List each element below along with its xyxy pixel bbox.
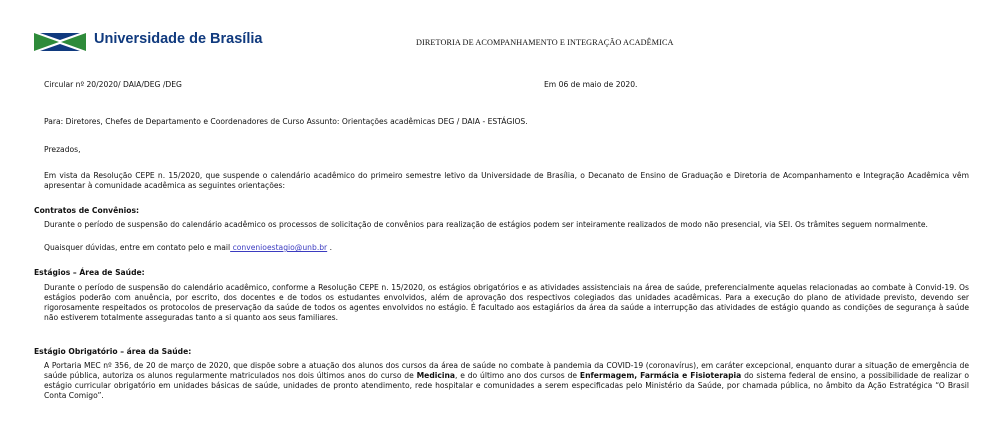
university-name: Universidade de Brasília xyxy=(94,31,263,47)
memo-greeting: Prezados, xyxy=(44,145,81,154)
obrigatorio-text-3: do sistema federal de ensino, a possibilidade de realizar o estágio curricular obrigatório em unidades básicas de saúde, unidades de pronto atendimento, rede hospitalar e comunidades a serem especificadas pelo Ministério da Saúde, por chamada pública, no âmbito da Ação Estratégica “O Brasil Conta Comigo”. xyxy=(44,371,969,400)
obrigatorio-cursos: Enfermagem, Farmácia e Fisioterapia xyxy=(579,371,742,380)
unb-logo-icon xyxy=(34,33,86,51)
section-title-saude: Estágios – Área de Saúde: xyxy=(34,268,145,277)
contact-suffix: . xyxy=(327,243,332,252)
directorate-title: DIRETORIA DE ACOMPANHAMENTO E INTEGRAÇÃO ACADÊMICA xyxy=(416,38,674,47)
section-body-convenios: Durante o período de suspensão do calendário acadêmico os processos de solicitação de convênios para realização de estágios podem ser inteiramente realizados de modo não presencial, via SEI. Os trâmites seguem normalmente. xyxy=(44,220,928,229)
section-title-convenios: Contratos de Convênios: xyxy=(34,206,140,215)
contact-email-link[interactable]: convenioestagio@unb.br xyxy=(230,243,328,252)
obrigatorio-text-2: , e do último ano dos cursos de xyxy=(455,371,580,380)
memo-recipients: Para: Diretores, Chefes de Departamento e Coordenadores de Curso Assunto: Orientações acadêmicas DEG / DAIA - ESTÁGIOS. xyxy=(44,117,528,126)
circular-number: Circular nº 20/2020/ DAIA/DEG /DEG xyxy=(44,80,182,89)
contact-line xyxy=(44,243,332,253)
memo-intro: Em vista da Resolução CEPE n. 15/2020, que suspende o calendário acadêmico do primeiro semestre letivo da Universidade de Brasília, o Decanato de Ensino de Graduação e Diretoria de Acompanhamento e Integração Acadêmica vêm apresentar à comunidade acadêmica as seguintes orientações: xyxy=(44,171,969,190)
section-body-saude: Durante o período de suspensão do calendário acadêmico, conforme a Resolução CEPE n. 15/2020, os estágios obrigatórios e as atividades assistenciais na área de saúde, preferencialmente aquelas relacionadas ao combate à Convid-19. Os estágios poderão com anuência, por escrito, dos docentes e de todos os estudantes envolvidos, além de aprovação dos respectivos colegiados das unidades acadêmicas. Para a execução do plano de atividade previsto, devendo ser rigorosamente respeitados os protocolos de preservação da saúde de todos os agentes envolvidos no estágio. É facultado aos estagiários da área da saúde a interrupção das atividades de estágio quando as condições de segurança à saúde não estiverem totalmente asseguradas tanto a si quanto aos seus familiares. xyxy=(44,283,969,322)
obrigatorio-text-1: A Portaria MEC nº 356, de 20 de março de 2020, que dispõe sobre a atuação dos alunos dos cursos da área de saúde no combate à pandemia da COVID-19 (coronavírus), em caráter excepcional, enquanto durar a situação de emergência de saúde pública, autoriza os alunos regularmente matriculados nos dois últimos anos do curso de xyxy=(44,361,969,380)
contact-prefix: Quaisquer dúvidas, entre em contato pelo e mail xyxy=(44,243,231,252)
obrigatorio-medicina: Medicina xyxy=(416,371,455,380)
section-body-obrigatorio xyxy=(44,361,969,401)
memo-date: Em 06 de maio de 2020. xyxy=(544,80,638,89)
section-title-obrigatorio: Estágio Obrigatório – área da Saúde: xyxy=(34,347,192,356)
